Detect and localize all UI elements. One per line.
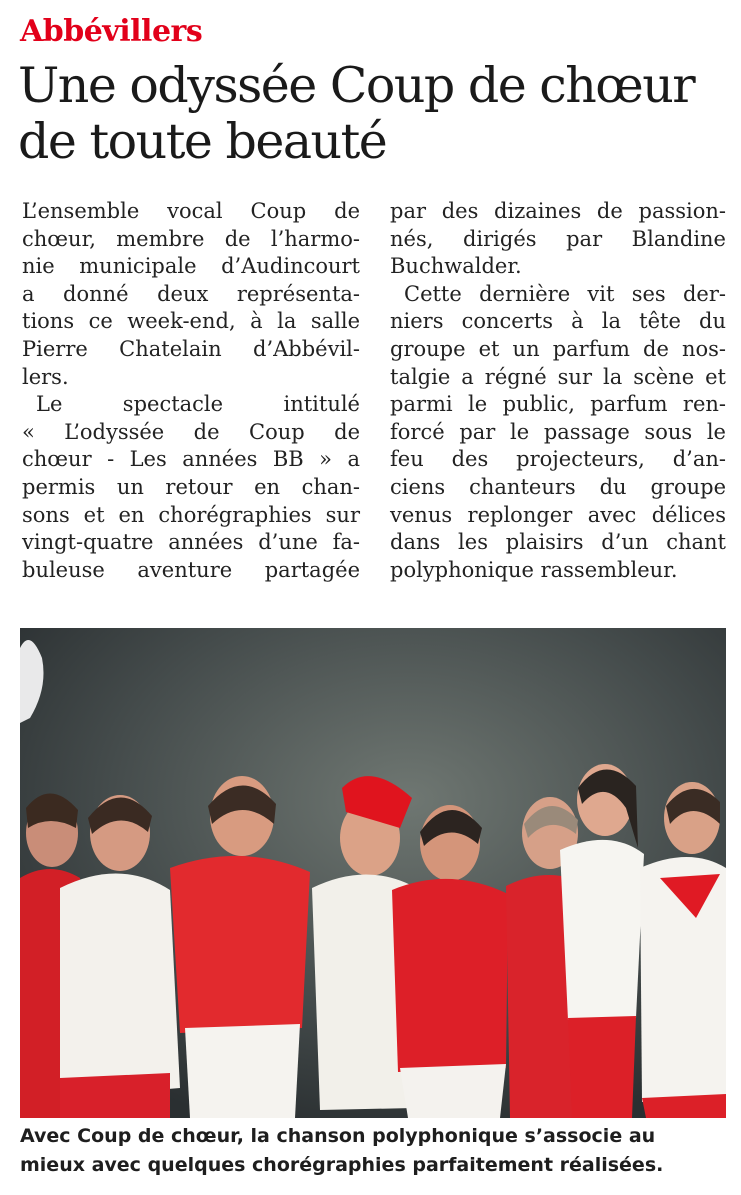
body-line: lers. (22, 364, 69, 389)
choir-photo-illustration (20, 628, 726, 1118)
headline-line-2: de toute beauté (18, 113, 387, 170)
body-line: chœur - Les années BB » a (22, 447, 360, 472)
body-line: permis un retour en chan- (22, 474, 360, 499)
body-line: Buchwalder. (390, 254, 522, 279)
body-line: dans les plaisirs d’un chant (390, 530, 726, 555)
article-column-right (390, 198, 726, 584)
body-line: forcé par le passage sous le (390, 419, 726, 444)
body-line: ciens chanteurs du groupe (390, 474, 726, 499)
body-line: vingt-quatre années d’une fa- (22, 530, 360, 555)
article-column-left (22, 198, 360, 584)
body-line: Le spectacle intitulé (36, 392, 360, 417)
body-line: buleuse aventure partagée (22, 557, 360, 582)
body-line: sons et en chorégraphies sur (22, 502, 360, 527)
body-line: chœur, membre de l’harmo- (22, 226, 360, 251)
body-line: groupe et un parfum de nos- (390, 336, 726, 361)
body-line: Cette dernière vit ses der- (404, 281, 726, 306)
article-photo (20, 628, 726, 1118)
body-line: niers concerts à la tête du (390, 309, 726, 334)
photo-caption (20, 1122, 726, 1180)
body-line: par des dizaines de passion- (390, 199, 726, 223)
body-line: « L’odyssée de Coup de (22, 419, 360, 444)
body-line: feu des projecteurs, d’an- (390, 447, 726, 472)
body-line: polyphonique rassembleur. (390, 557, 678, 582)
caption-line-1: Avec Coup de chœur, la chanson polyphonique s’associe au (20, 1125, 656, 1147)
body-line: a donné deux représenta- (22, 281, 360, 306)
body-line: tions ce week-end, à la salle (22, 309, 360, 334)
article-headline (18, 58, 728, 170)
body-line: Pierre Chatelain d’Abbévil- (22, 336, 360, 361)
body-line: nés, dirigés par Blandine (390, 226, 726, 251)
headline-line-1: Une odyssée Coup de chœur (18, 57, 695, 114)
caption-line-2: mieux avec quelques chorégraphies parfaitement réalisées. (20, 1154, 664, 1176)
body-line: venus replonger avec délices (390, 502, 726, 527)
section-kicker: Abbévillers (20, 14, 203, 49)
body-line: talgie a régné sur la scène et (390, 364, 726, 389)
body-line: parmi le public, parfum ren- (390, 392, 726, 417)
body-line: L’ensemble vocal Coup de (22, 199, 360, 223)
body-line: nie municipale d’Audincourt (22, 254, 360, 279)
